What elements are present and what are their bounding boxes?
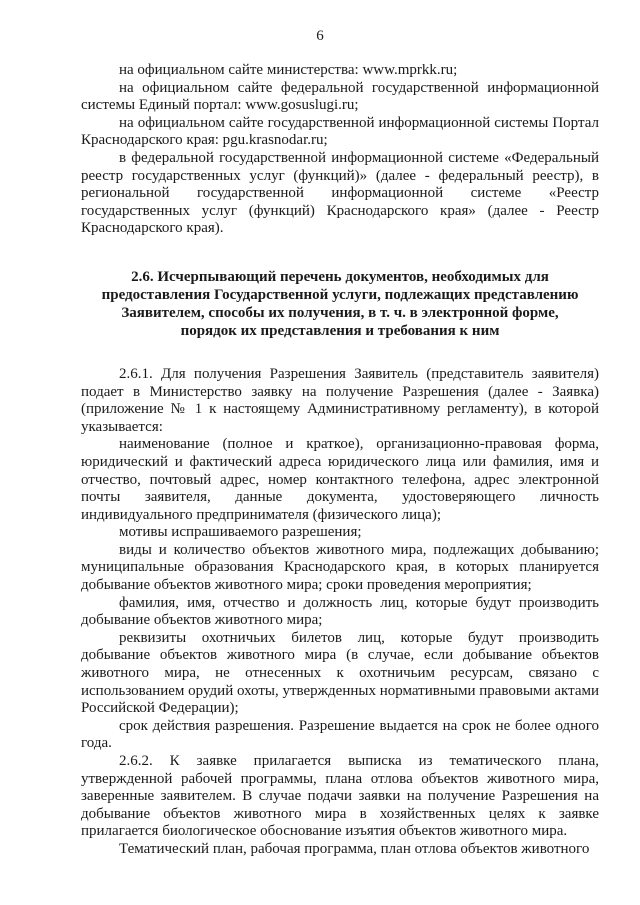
paragraph: фамилия, имя, отчество и должность лиц, которые будут производить добывание объектов животного мира; bbox=[81, 594, 599, 629]
paragraph: на официальном сайте федеральной государственной информационной системы Единый портал: www.gosuslugi.ru; bbox=[81, 79, 599, 114]
paragraph: срок действия разрешения. Разрешение выдается на срок не более одного года. bbox=[81, 717, 599, 752]
paragraph: на официальном сайте государственной информационной системы Портал Краснодарского края: pgu.krasnodar.ru; bbox=[81, 114, 599, 149]
section-heading: 2.6. Исчерпывающий перечень документов, необходимых для предоставления Государственной услуги, подлежащих представлению Заявителем, способы их получения, в т. ч. в электронной форме, порядок их представления и требования к ним bbox=[101, 268, 579, 339]
paragraph: в федеральной государственной информационной системе «Федеральный реестр государственных услуг (функций)» (далее - федеральный реестр), в региональной государственной информационной системе «Реестр государственных услуг (функций) Краснодарского края» (далее - Реестр Краснодарского края). bbox=[81, 149, 599, 237]
paragraph: наименование (полное и краткое), организационно-правовая форма, юридический и фактический адреса юридического лица или фамилия, имя и отчество, почтовый адрес, номер контактного телефона, адрес электронной почты заявителя, данные документа, удостоверяющего личность индивидуального предпринимателя (физического лица); bbox=[81, 436, 599, 523]
page-number: 6 bbox=[316, 28, 324, 44]
paragraph: 2.6.2. К заявке прилагается выписка из тематического плана, утвержденной рабочей программы, плана отлова объектов животного мира, заверенные заявителем. В случае подачи заявки на получение Разрешения на добывание объектов животного мира в хозяйственных целях к заявке прилагается биологическое обоснование изъятия объектов животного мира. bbox=[81, 753, 599, 840]
paragraph: на официальном сайте министерства: www.mprkk.ru; bbox=[119, 62, 458, 78]
paragraph: мотивы испрашиваемого разрешения; bbox=[119, 524, 362, 541]
paragraph: виды и количество объектов животного мира, подлежащих добыванию; муниципальные образования Краснодарского края, в которых планируется добывание объектов животного мира; сроки проведения мероприятия; bbox=[81, 541, 599, 594]
paragraph: Тематический план, рабочая программа, план отлова объектов животного bbox=[119, 840, 590, 857]
paragraph: реквизиты охотничьих билетов лиц, которые будут производить добывание объектов животного мира (в случае, если добывание объектов животного мира, не отнесенных к охотничьим ресурсам, связано с использованием орудий охоты, утвержденных нормативными правовыми актами Российской Федерации); bbox=[81, 629, 599, 717]
paragraph: 2.6.1. Для получения Разрешения Заявитель (представитель заявителя) подает в Министерство заявку на получение Разрешения (далее - Заявка) (приложение № 1 к настоящему Административному регламенту), в которой указывается: bbox=[81, 365, 599, 435]
document-body bbox=[81, 62, 599, 859]
